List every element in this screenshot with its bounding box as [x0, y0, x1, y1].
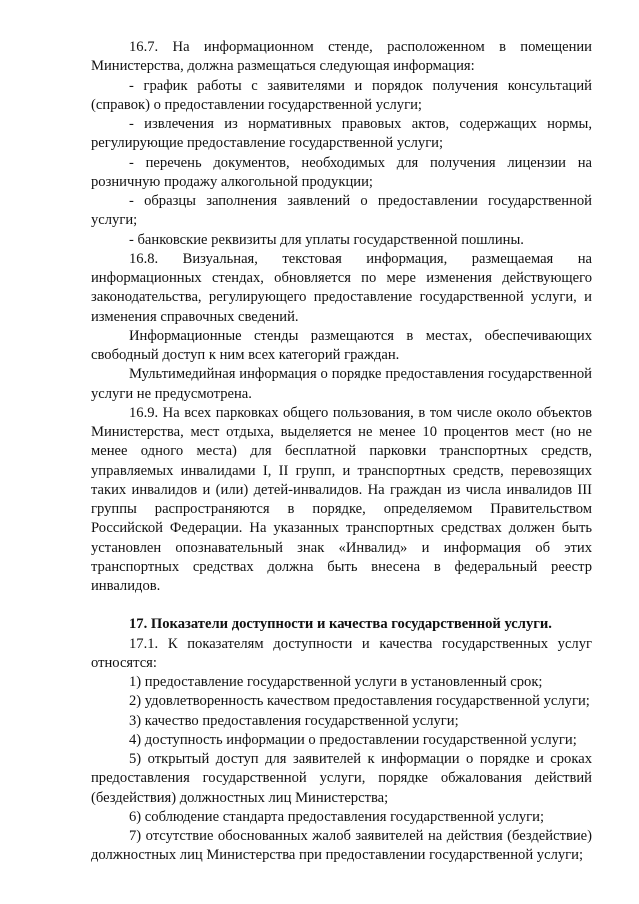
section-17-heading: 17. Показатели доступности и качества государственной услуги.	[129, 616, 552, 633]
paragraph-16-8: 16.8. Визуальная, текстовая информация, размещаемая на информационных стендах, обновляется по мере изменения действующего законодательства, регулирующего предоставление государственной услуги, и изменения справочных сведений.	[91, 250, 592, 325]
list-item: 4) доступность информации о предоставлении государственной услуги;	[129, 731, 577, 748]
list-item-samples: - образцы заполнения заявлений о предоставлении государственной услуги;	[91, 193, 592, 229]
list-item: 1) предоставление государственной услуги в установленный срок;	[129, 674, 543, 690]
list-item-extracts: - извлечения из нормативных правовых актов, содержащих нормы, регулирующие предоставление государственной услуги;	[91, 116, 592, 152]
paragraph-multimedia: Мультимедийная информация о порядке предоставления государственной услуги не предусмотрена.	[91, 366, 592, 402]
list-item: 7) отсутствие обоснованных жалоб заявителей на действия (бездействие) должностных лиц Министерства при предоставлении государственной услуги;	[91, 828, 592, 864]
list-item-bank-details: - банковские реквизиты для уплаты государственной пошлины.	[129, 231, 524, 248]
paragraph-17-1: 17.1. К показателям доступности и качества государственных услуг относятся:	[91, 635, 592, 671]
list-item-documents: - перечень документов, необходимых для получения лицензии на розничную продажу алкогольной продукции;	[91, 154, 592, 190]
list-item: 6) соблюдение стандарта предоставления государственной услуги;	[129, 808, 545, 825]
paragraph-16-7: 16.7. На информационном стенде, расположенном в помещении Министерства, должна размещаться следующая информация:	[91, 39, 592, 75]
list-item-schedule: - график работы с заявителями и порядок получения консультаций (справок) о предоставлении государственной услуги;	[91, 77, 592, 113]
list-item: 2) удовлетворенность качеством предоставления государственной услуги;	[129, 693, 590, 710]
list-item: 3) качество предоставления государственной услуги;	[129, 712, 459, 729]
document-body	[91, 38, 592, 866]
paragraph-16-9: 16.9. На всех парковках общего пользования, в том числе около объектов Министерства, мест отдыха, выделяется не менее 10 процентов мест (но не менее одного места) для бесплатной парковки транспортных средств, управляемых инвалидами I, II групп, и транспортных средств, перевозящих таких инвалидов и (или) детей-инвалидов. На граждан из числа инвалидов III группы распространяются в порядке, определяемом Правительством Российской Федерации. На указанных транспортных средствах должен быть установлен опознавательный знак «Инвалид» и информация об этих транспортных средствах должна быть внесена в федеральный реестр инвалидов.	[91, 404, 592, 594]
paragraph-stands: Информационные стенды размещаются в местах, обеспечивающих свободный доступ к ним всех категорий граждан.	[91, 327, 592, 363]
list-item: 5) открытый доступ для заявителей к информации о порядке и сроках предоставления государственной услуги, порядке обжалования действий (бездействия) должностных лиц Министерства;	[91, 751, 592, 806]
